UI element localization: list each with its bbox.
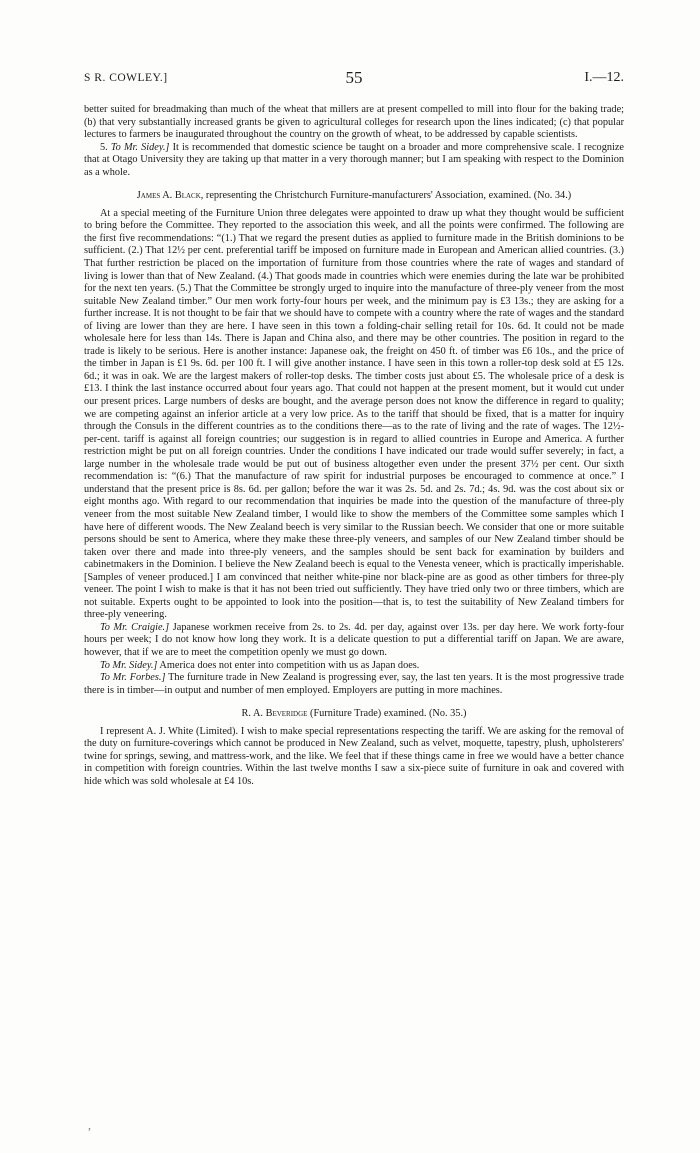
witness-description: , representing the Christchurch Furniture-manufacturers' Association, examined. (No. 34.) <box>200 190 572 202</box>
black-testimony: At a special meeting of the Furniture Union three delegates were appointed to draw up what they thought would be sufficient to bring before the Committee. They reported to the association this week, and all the points were confirmed. The following are the first five recommendations: “(1.) That we regard the present duties as applied to furniture made in the British dominions to be sufficient. (2.) That 12½ per cent. preferential tariff be imposed on furniture made in European and American allied countries. (3.) That further restriction be placed on the importation of furniture from those countries where the rate of wages and standard of living is lower than that of New Zealand. (4.) That goods made in countries which were enemies during the late war be prohibited for the next ten years. (5.) That the Committee be strongly urged to inquire into the manufacture of three-ply veneer from the most suitable New Zealand timber.” Our men work forty-four hours per week, and the minimum pay is £3 13s.; they are asking for a further increase. It is not thought to be fair that we should have to compete with a country where the rate of wages and the standard of living are lower than they are here. I have seen in this town a folding-chair selling retail for 10s. 6d. It could not be made wholesale here for less than 14s. There is Japan and China also, and there may be other countries. The position in regard to the trade is likely to be serious. Here is another instance: Japanese oak, the freight on 450 ft. of timber was £6 10s., and the price of the timber in Japan is £1 9s. 6d. per 100 ft. I will give another instance. I have seen in this town a roller-top desk sold at £5 12s. 6d.; it was in oak. We are the largest makers of roller-top desks. The timber costs just about £5. The wholesale price of a desk is £13. I think the last instance occurred about four years ago. That could not happen at the present moment, but it would cut under our present prices. Large numbers of desks are bought, and the average person does not know the difference in regard to quality; we are competing against an inferior article at a very low price. As to the tariff that should be fixed, that is a matter for inquiry through the Consuls in the different countries as to the conditions there—as to the rate of living and the rate of wages. The 12½-per-cent. tariff is against all foreign countries; our suggestion is in regard to allied countries in Europe and America. A further restriction might be put on all foreign countries. Under the conditions I have indicated our trade would suffer severely; in fact, a large number in the wholesale trade would be put out of business altogether even under the present 37½ per cent. Our sixth recommendation is: “(6.) That the manufacture of raw spirit for industrial purposes be encouraged to commence at once.” I understand that the present price is 8s. 6d. per gallon; before the war it was 2s. 5d. and 2s. 7d.; 4s. 9d. was the cost about six or eight months ago. With regard to our recommendation that inquiries be made into the question of the manufacture of three-ply veneer from the most suitable New Zealand timber, I would like to show the members of the Committee some samples which I have here of different woods. The New Zealand beech is very similar to the Russian beech. We consider that one or more suitable persons should be sent to America, where they make these three-ply veneers, and samples of our New Zealand timber should be taken over there and made into three-ply veneers, and the samples should be sent back for examination by builders and cabinetmakers in the Dominion. I believe the New Zealand beech is equal to the Venesta veneer, which is practically imperishable. [Samples of veneer produced.] I am convinced that neither white-pine nor black-pine are as good as other timbers for three-ply veneer. The point I wish to make is that it has not been tried out sufficiently. They have tried only two or three timbers, which are not suitable. Experts ought to be appointed to look into the position—that is, to test the suitability of New Zealand timbers for three-ply veneering. <box>84 207 624 621</box>
header-author: S R. COWLEY.] <box>84 72 168 84</box>
paragraph-text: Japanese workmen receive from 2s. to 2s. 4d. per day, against over 13s. per day here. We work forty-four hours per week; I do not know how long they work. It is a delicate question to put a differential tariff on Japan. We are aware, however, that if we are to meet the competition openly we must go down. <box>84 621 625 658</box>
paragraph-text: America does not enter into competition with us as Japan does. <box>157 659 420 671</box>
page-body <box>84 104 624 788</box>
speaker-reference: To Mr. Forbes.] <box>100 672 166 684</box>
document-reference: I.—12. <box>584 70 624 85</box>
speaker-reference: To Mr. Craigie.] <box>100 621 170 633</box>
item-number: 5. <box>100 141 111 153</box>
speaker-reference: To Mr. Sidey.] <box>100 659 158 671</box>
forbes-paragraph <box>84 672 624 697</box>
witness-heading-black <box>84 190 624 203</box>
page-number: 55 <box>345 68 363 87</box>
beveridge-testimony: I represent A. J. White (Limited). I wish to make special representations respecting the tariff. We are asking for the removal of the duty on furniture-coverings which cannot be produced in New Zealand, such as velvet, moquette, tapestry, plush, upholsterers' twine for springs, sewing, and mattress-work, and the like. We feel that if these things came in free we would have a better chance in competition with foreign countries. Within the last twelve months I saw a six-piece suite of furniture in oak and covered with hide which was sold wholesale at £4 10s. <box>84 725 624 787</box>
margin-mark: , <box>88 1118 91 1132</box>
page-header <box>84 68 624 90</box>
witness-name: James A. Black <box>136 190 201 202</box>
sidey-paragraph <box>84 142 624 180</box>
speaker-reference: To Mr. Sidey.] <box>110 141 170 153</box>
witness-heading-beveridge <box>84 708 624 721</box>
witness-name: R. A. Beveridge <box>241 708 308 720</box>
sidey-answer <box>84 660 624 673</box>
paragraph-text: It is recommended that domestic science be taught on a broader and more comprehensive scale. I recognize that at Otago University they are taking up that matter in a very thorough manner; but I am speaking with respect to the Dominion as a whole. <box>84 141 625 178</box>
paragraph-text: The furniture trade in New Zealand is progressing ever, say, the last ten years. It is the most progressive trade there is in timber—in output and number of men employed. Employers are putting in more machines. <box>84 672 624 696</box>
intro-paragraph: better suited for breadmaking than much of the wheat that millers are at present compelled to mill into flour for the baking trade; (b) that very substantially increased grants be given to agricultural colleges for research upon the lines indicated; (c) that popular lectures to farmers be inaugurated throughout the country on the growth of wheat, to be addressed by capable scientists. <box>84 104 624 141</box>
witness-description: (Furniture Trade) examined. (No. 35.) <box>307 708 467 720</box>
craigie-paragraph <box>84 622 624 660</box>
